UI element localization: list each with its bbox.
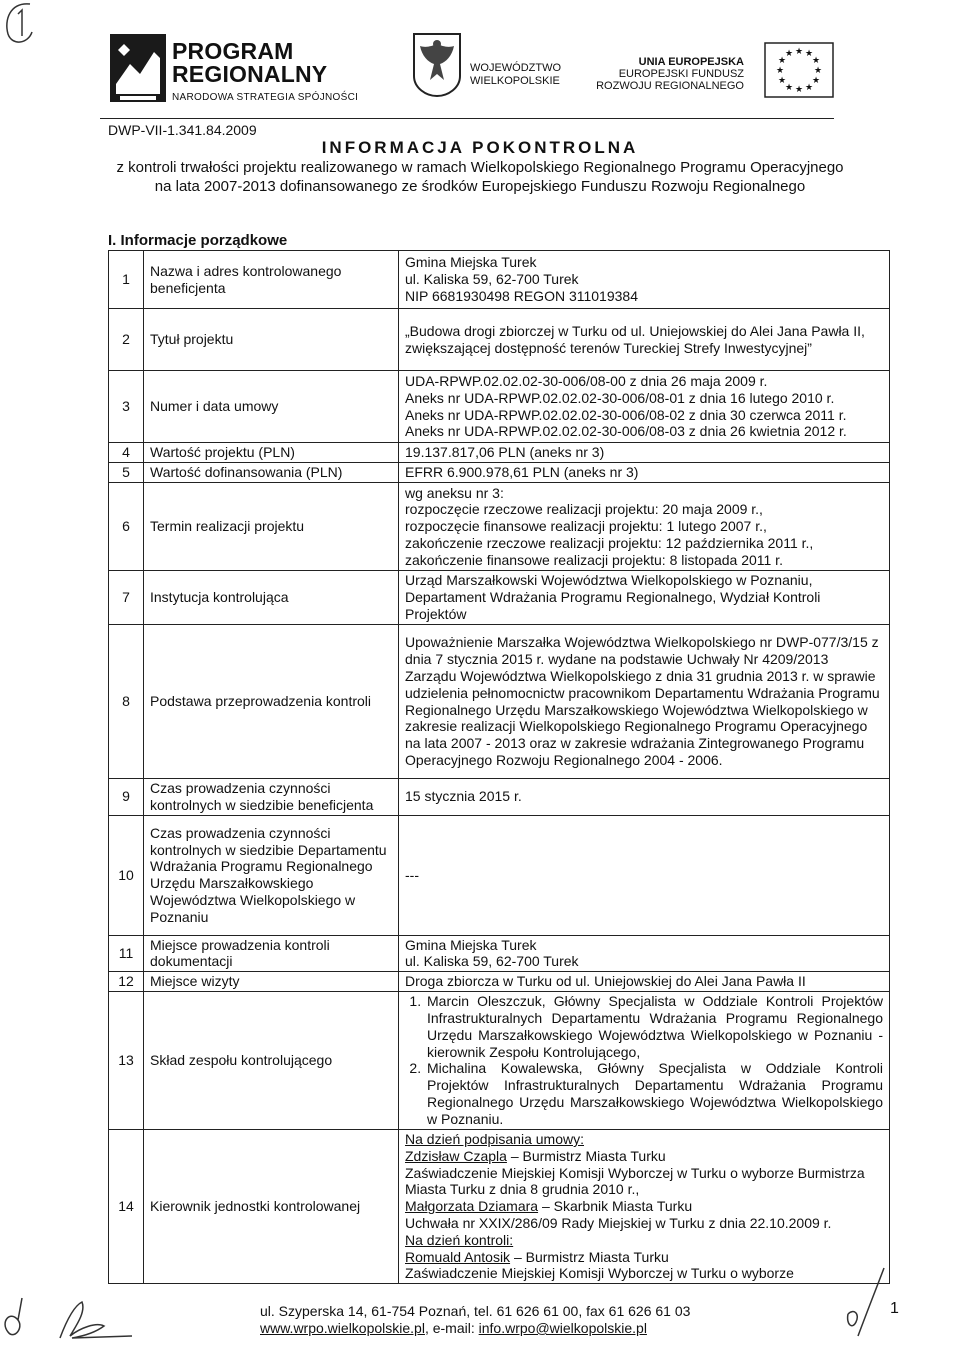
row-value: 19.137.817,06 PLN (aneks nr 3) [399, 443, 890, 463]
table-row [109, 463, 890, 483]
table-row [109, 251, 890, 309]
row-label: Numer i data umowy [144, 371, 399, 443]
document-id: DWP-VII-1.341.84.2009 [108, 122, 257, 138]
row-value [399, 1129, 890, 1283]
table-row [109, 779, 890, 816]
page-number: 1 [890, 1300, 899, 1317]
email-link[interactable]: info.wrpo@wielkopolskie.pl [478, 1320, 647, 1336]
letterhead [100, 28, 840, 114]
table-row [109, 815, 890, 935]
row-label: Skład zespołu kontrolującego [144, 991, 399, 1129]
row-label: Miejsce wizyty [144, 972, 399, 992]
svg-text:★: ★ [777, 56, 787, 66]
row-value: Upoważnienie Marszałka Województwa Wielkopolskiego nr DWP-077/3/15 z dnia 7 stycznia 2015 r. wydane na podstawie Uchwały Nr 4209/2013 Zarządu Województwa Wielkopolskiego z dnia 31 grudnia 2013 r. w sprawie udzielenia pełnomocnictw pracownikom Departamentu Wdrażania Programu Regionalnego Urzędu Marszałkowskiego Województwa Wielkopolskiego w zakresie realizacji Wielkopolskiego Regionalnego Programu Operacyjnego na lata 2007 - 2013 oraz w zakresie wdrażania Zintegrowanego Programu Operacyjnego Rozwoju Regionalnego 2004 - 2006. [399, 625, 890, 779]
svg-text:★: ★ [794, 47, 804, 57]
table-row [109, 625, 890, 779]
program-regionalny-logo [110, 34, 166, 102]
row-label: Nazwa i adres kontrolowanego beneficjenta [144, 251, 399, 309]
info-table [108, 250, 890, 1284]
list-item: 1. Marcin Oleszczuk, Główny Specjalista w Oddziale Kontroli Projektów Infrastrukturalnych Departamentu Wdrażania Programu Regionalnego Urzędu Marszałkowskiego Województwa Wielkopolskiego w Poznaniu - kierownik Zespołu Kontrolującego, [425, 993, 883, 1060]
eu-fund-name: UNIA EUROPEJSKA EUROPEJSKI FUNDUSZ ROZWOJU REGIONALNEGO [596, 56, 744, 92]
person-note: Uchwała nr XXIX/286/09 Rady Miejskiej w Turku z dnia 22.10.2009 r. [405, 1214, 832, 1231]
row-number: 8 [109, 625, 144, 779]
row-value: Gmina Miejska Turek ul. Kaliska 59, 62-700 Turek [399, 935, 890, 972]
row-label: Termin realizacji projektu [144, 483, 399, 571]
row-value: wg aneksu nr 3: rozpoczęcie rzeczowe realizacji projektu: 20 maja 2009 r., rozpoczęcie finansowe realizacji projektu: 1 lutego 2007 r., zakończenie rzeczowe realizacji projektu: 12 października 2011 r., zakończenie finansowe realizacji projektu: 8 listopada 2011 r. [399, 483, 890, 571]
table-row [109, 309, 890, 371]
website-link[interactable]: www.wrpo.wielkopolskie.pl [260, 1320, 425, 1336]
footer [260, 1303, 690, 1337]
handwritten-mark [0, 0, 40, 50]
row-label: Czas prowadzenia czynności kontrolnych w siedzibie beneficjenta [144, 779, 399, 816]
row-value: Gmina Miejska Turek ul. Kaliska 59, 62-700 Turek NIP 6681930498 REGON 311019384 [399, 251, 890, 309]
row-number: 5 [109, 463, 144, 483]
svg-text:★: ★ [784, 49, 794, 59]
svg-text:★: ★ [775, 66, 785, 76]
svg-text:★: ★ [784, 83, 794, 93]
row-number: 3 [109, 371, 144, 443]
person-role: – Burmistrz Miasta Turku [510, 1248, 669, 1265]
program-subtitle: NARODOWA STRATEGIA SPÓJNOŚCI [172, 92, 359, 103]
person-name: Zdzisław Czapla [405, 1147, 507, 1164]
row-value: --- [399, 815, 890, 935]
svg-text:★: ★ [811, 56, 821, 66]
table-row [109, 1129, 890, 1283]
row-number: 2 [109, 309, 144, 371]
person-role: – Burmistrz Miasta Turku [506, 1147, 666, 1164]
section-heading: I. Informacje porządkowe [108, 232, 288, 249]
svg-text:★: ★ [811, 76, 821, 86]
handwritten-signature [842, 1264, 890, 1344]
person-name: Małgorzata Dziamara [405, 1198, 539, 1215]
subheading: Na dzień podpisania umowy: [405, 1130, 584, 1147]
row-label: Instytucja kontrolująca [144, 571, 399, 625]
svg-text:★: ★ [813, 66, 823, 76]
table-row [109, 972, 890, 992]
list-item: 2. Michalina Kowalewska, Główny Specjalista w Oddziale Kontroli Projektów Infrastrukturalnych Departamentu Wdrażania Programu Regionalnego Urzędu Marszałkowskiego Województwa Wielkopolskiego w Poznaniu. [425, 1060, 883, 1127]
team-members-list [405, 993, 883, 1127]
row-number: 7 [109, 571, 144, 625]
person-note: Zaświadczenie Miejskiej Komisji Wyborczej w Turku o wyborze Burmistrza Miasta Turku z dnia 8 grudnia 2010 r., [405, 1164, 865, 1198]
svg-text:★: ★ [777, 76, 787, 86]
row-value: „Budowa drogi zbiorczej w Turku od ul. Uniejowskiej do Alei Jana Pawła II, zwiększającej dostępność terenów Tureckiej Strefy Inwestycyjnej” [399, 309, 890, 371]
email-label: , e-mail: [424, 1320, 479, 1336]
row-value: EFRR 6.900.978,61 PLN (aneks nr 3) [399, 463, 890, 483]
person-name: Romuald Antosik [405, 1248, 511, 1265]
header-divider [100, 118, 834, 119]
row-value: Urząd Marszałkowski Województwa Wielkopolskiego w Poznaniu, Departament Wdrażania Programu Regionalnego, Wydział Kontroli Projektów [399, 571, 890, 625]
row-value: UDA-RPWP.02.02.02-30-006/08-00 z dnia 26 maja 2009 r. Aneks nr UDA-RPWP.02.02.02-30-006/08-01 z dnia 16 lutego 2010 r. Aneks nr UDA-RPWP.02.02.02-30-006/08-02 z dnia 30 czerwca 2011 r. Aneks nr UDA-RPWP.02.02.02-30-006/08-03 z dnia 26 kwietnia 2012 r. [399, 371, 890, 443]
row-value: 15 stycznia 2015 r. [399, 779, 890, 816]
eu-flag-icon [764, 42, 834, 98]
table-row [109, 991, 890, 1129]
row-number: 6 [109, 483, 144, 571]
svg-text:★: ★ [794, 85, 804, 95]
document-intro: z kontroli trwałości projektu realizowanego w ramach Wielkopolskiego Regionalnego Programu Operacyjnego na lata 2007-2013 dofinansowanego ze środków Europejskiego Funduszu Rozwoju Regionalnego [116, 159, 844, 195]
table-row [109, 935, 890, 972]
row-number: 9 [109, 779, 144, 816]
row-number: 12 [109, 972, 144, 992]
table-row [109, 371, 890, 443]
row-label: Tytuł projektu [144, 309, 399, 371]
row-label: Podstawa przeprowadzenia kontroli [144, 625, 399, 779]
row-label: Wartość dofinansowania (PLN) [144, 463, 399, 483]
row-number: 13 [109, 991, 144, 1129]
row-number: 11 [109, 935, 144, 972]
person-note: Zaświadczenie Miejskiej Komisji Wyborczej w Turku o wyborze [405, 1265, 794, 1282]
handwritten-initials [0, 1292, 140, 1352]
row-number: 10 [109, 815, 144, 935]
row-label: Miejsce prowadzenia kontroli dokumentacji [144, 935, 399, 972]
row-number: 14 [109, 1129, 144, 1283]
document-title: INFORMACJA POKONTROLNA [321, 138, 639, 157]
row-number: 4 [109, 443, 144, 463]
row-label: Wartość projektu (PLN) [144, 443, 399, 463]
row-number: 1 [109, 251, 144, 309]
table-row [109, 443, 890, 463]
subheading: Na dzień kontroli: [405, 1231, 514, 1248]
voivodeship-name: WOJEWÓDZTWO WIELKOPOLSKIE [470, 62, 562, 87]
person-role: – Skarbnik Miasta Turku [538, 1198, 693, 1215]
row-label: Czas prowadzenia czynności kontrolnych w siedzibie Departamentu Wdrażania Programu Regionalnego Urzędu Marszałkowskiego Województwa Wielkopolskiego w Poznaniu [144, 815, 399, 935]
row-label: Kierownik jednostki kontrolowanej [144, 1129, 399, 1283]
program-title: PROGRAM REGIONALNY [172, 38, 328, 87]
footer-address: ul. Szyperska 14, 61-754 Poznań, tel. 61 626 61 00, fax 61 626 61 03 [260, 1303, 691, 1319]
footer-contacts [260, 1320, 690, 1337]
table-row [109, 571, 890, 625]
svg-text:★: ★ [804, 83, 814, 93]
table-row [109, 483, 890, 571]
row-value: Droga zbiorcza w Turku od ul. Uniejowskiej do Alei Jana Pawła II [399, 972, 890, 992]
svg-text:★: ★ [804, 49, 814, 59]
row-value [399, 991, 890, 1129]
voivodeship-eagle-emblem [412, 32, 462, 98]
